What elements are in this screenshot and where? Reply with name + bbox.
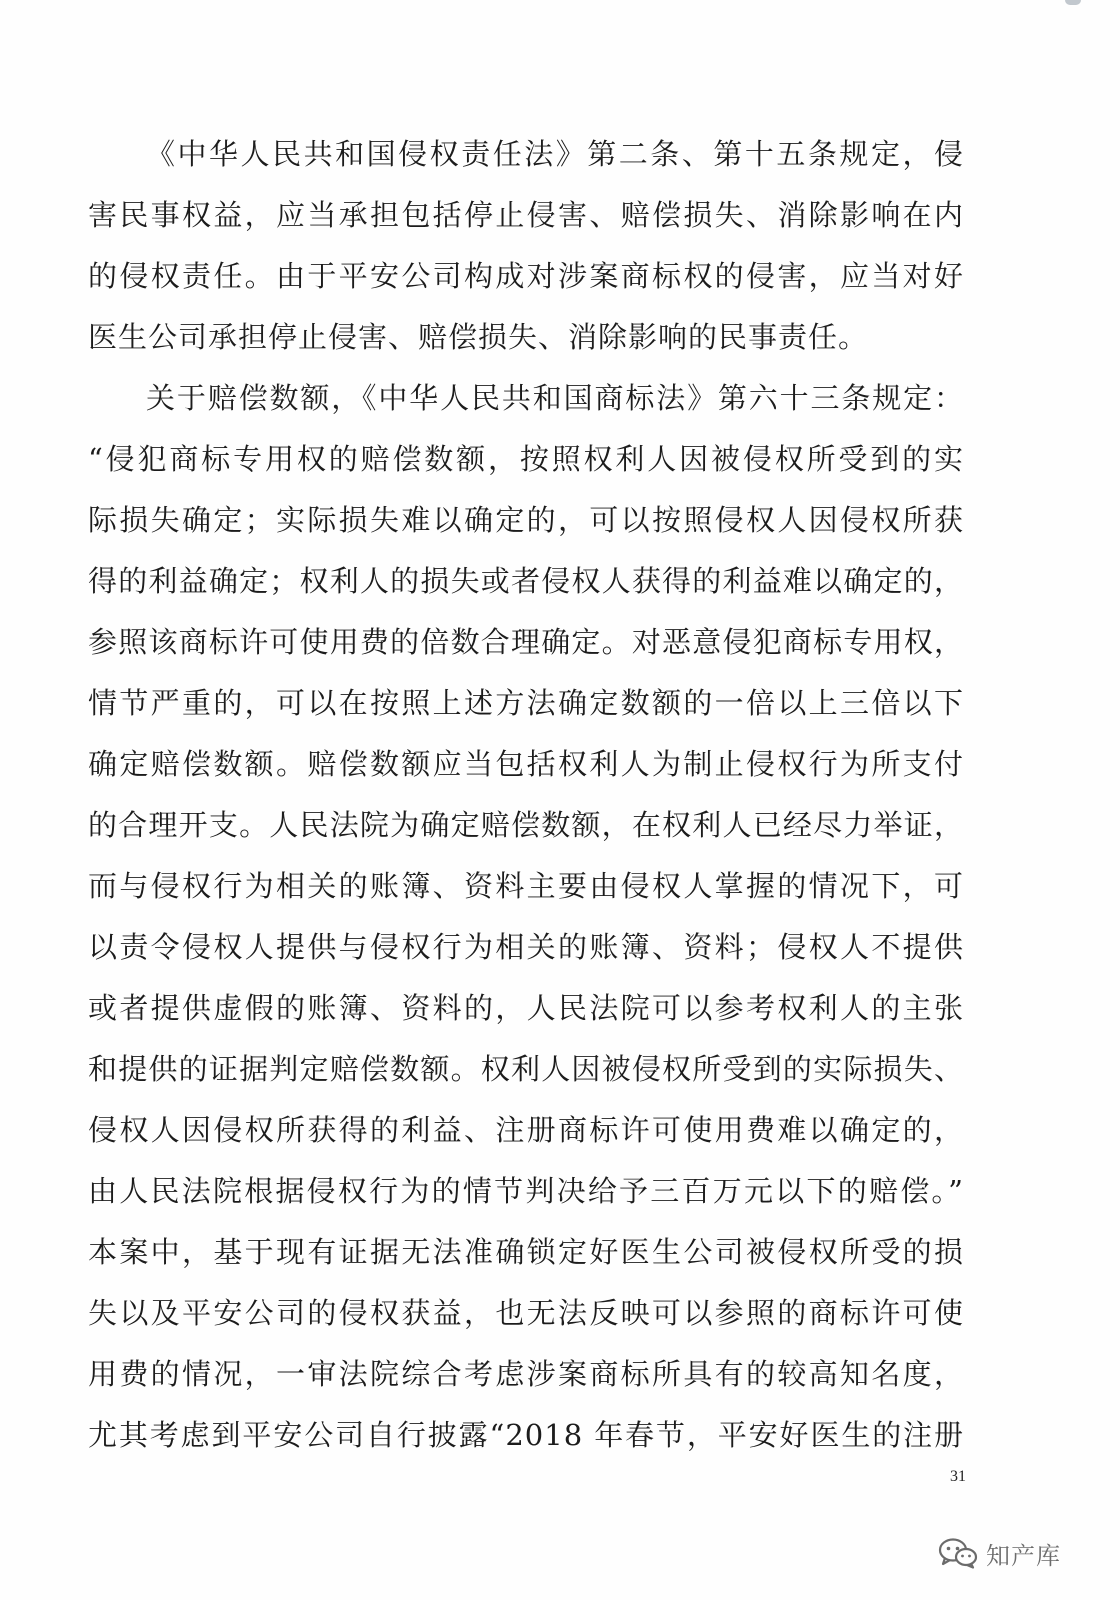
text-line: 得的利益确定；权利人的损失或者侵权人获得的利益难以确定的， (88, 564, 964, 598)
text-line: 以责令侵权人提供与侵权行为相关的账簿、资料；侵权人不提供 (88, 930, 964, 964)
text-line: 本案中，基于现有证据无法准确锁定好医生公司被侵权所受的损 (88, 1235, 964, 1269)
document-body (88, 124, 964, 1466)
text-line: 或者提供虚假的账簿、资料的，人民法院可以参考权利人的主张 (88, 991, 964, 1025)
text-line: 医生公司承担停止侵害、赔偿损失、消除影响的民事责任。 (88, 320, 869, 354)
text-line: 害民事权益，应当承担包括停止侵害、赔偿损失、消除影响在内 (88, 198, 964, 232)
text-line: 的合理开支。人民法院为确定赔偿数额，在权利人已经尽力举证， (88, 808, 964, 842)
scan-mark (1065, 0, 1081, 5)
text-line: 由人民法院根据侵权行为的情节判决给予三百万元以下的赔偿。” (88, 1174, 964, 1208)
text-line: 尤其考虑到平安公司自行披露“2018 年春节，平安好医生的注册 (88, 1418, 964, 1452)
text-line: “侵犯商标专用权的赔偿数额，按照权利人因被侵权所受到的实 (88, 442, 964, 476)
watermark-text: 知产库 (986, 1541, 1061, 1570)
watermark (938, 1533, 1061, 1573)
text-line: 确定赔偿数额。赔偿数额应当包括权利人为制止侵权行为所支付 (88, 747, 964, 781)
page-number: 31 (950, 1468, 966, 1485)
text-line: 关于赔偿数额，《中华人民共和国商标法》第六十三条规定： (146, 381, 964, 415)
wechat-icon (938, 1537, 978, 1569)
text-line: 和提供的证据判定赔偿数额。权利人因被侵权所受到的实际损失、 (88, 1052, 964, 1086)
text-line: 情节严重的，可以在按照上述方法确定数额的一倍以上三倍以下 (88, 686, 964, 720)
text-line: 《中华人民共和国侵权责任法》第二条、第十五条规定，侵 (146, 137, 964, 171)
text-line: 用费的情况，一审法院综合考虑涉案商标所具有的较高知名度， (88, 1357, 964, 1391)
text-line: 参照该商标许可使用费的倍数合理确定。对恶意侵犯商标专用权， (88, 625, 964, 659)
text-line: 际损失确定；实际损失难以确定的，可以按照侵权人因侵权所获 (88, 503, 964, 537)
text-line: 失以及平安公司的侵权获益，也无法反映可以参照的商标许可使 (88, 1296, 964, 1330)
text-line: 侵权人因侵权所获得的利益、注册商标许可使用费难以确定的， (88, 1113, 964, 1147)
text-line: 而与侵权行为相关的账簿、资料主要由侵权人掌握的情况下，可 (88, 869, 964, 903)
text-line: 的侵权责任。由于平安公司构成对涉案商标权的侵害，应当对好 (88, 259, 964, 293)
